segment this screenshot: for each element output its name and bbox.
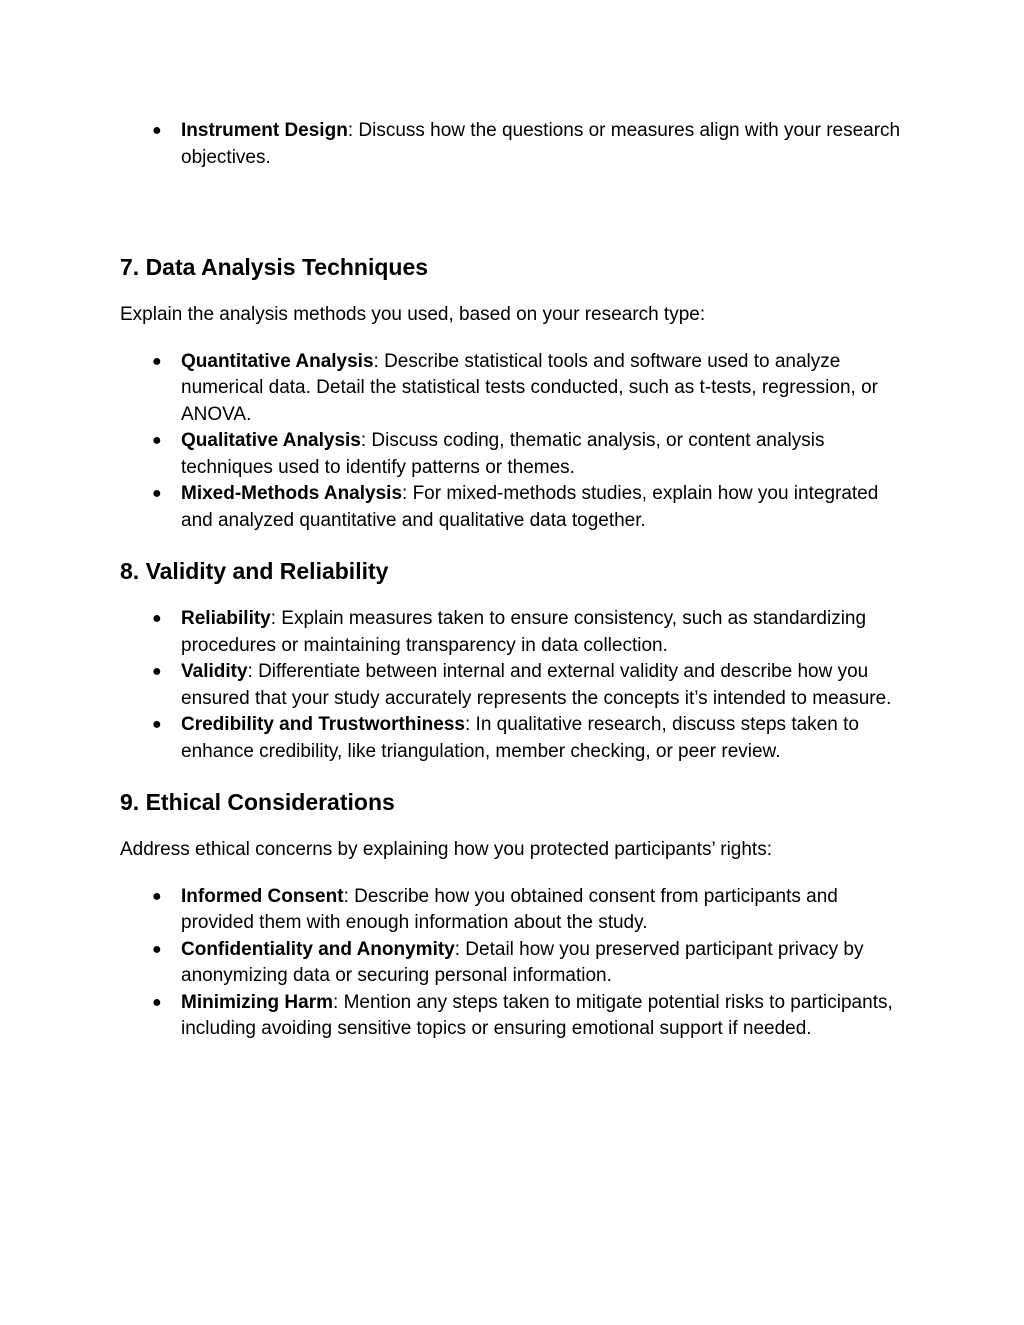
bullet-list [120,349,910,535]
section-data-analysis [120,252,910,534]
bullet-icon: ● [152,485,162,502]
bullet-icon: ● [152,887,162,905]
section-heading: 7. Data Analysis Techniques [120,254,429,280]
section-intro: Explain the analysis methods you used, based on your research type: [120,304,706,325]
section-ethical-considerations [120,787,910,1043]
bullet-list [120,606,910,765]
item-term: Confidentiality and Anonymity [181,938,455,960]
list-item [120,659,910,712]
bullet-icon: ● [152,940,162,958]
item-text: : Discuss coding, thematic analysis, or content analysis techniques used to identify patterns or themes. [181,430,825,478]
list-item [120,118,910,171]
item-term: Minimizing Harm [181,991,334,1013]
item-term: Mixed-Methods Analysis [181,483,403,504]
bullet-icon: ● [152,716,162,733]
bullet-icon: ● [152,993,162,1011]
item-text: : Differentiate between internal and external validity and describe how you ensured that your study accurately represents the concepts it’s intended to measure. [181,661,892,709]
list-item [120,606,910,659]
item-term: Informed Consent [181,885,344,907]
list-item [120,712,910,765]
item-text: : Describe statistical tools and software used to analyze numerical data. Detail the statistical tests conducted, such as t-tests, regression, or ANOVA. [181,350,878,425]
list-item [120,990,910,1043]
item-term: Validity [181,661,248,682]
bullet-icon: ● [152,663,162,680]
top-bullet-list [120,118,910,171]
section-validity-reliability [120,556,910,765]
item-text: : In qualitative research, discuss steps taken to enhance credibility, like triangulation, member checking, or peer review. [181,714,859,762]
item-text: : For mixed-methods studies, explain how you integrated and analyzed quantitative and qualitative data together. [181,483,879,531]
section-intro: Address ethical concerns by explaining how you protected participants’ rights: [120,839,772,860]
bullet-icon: ● [152,352,162,370]
item-term: Quantitative Analysis [181,350,374,372]
section-heading: 8. Validity and Reliability [120,558,389,584]
bullet-icon: ● [152,432,162,449]
item-text: : Mention any steps taken to mitigate potential risks to participants, including avoiding sensitive topics or ensuring emotional support if needed. [181,991,893,1039]
item-term: Qualitative Analysis [181,430,361,451]
item-term: Reliability [181,608,271,629]
item-text: : Explain measures taken to ensure consistency, such as standardizing procedures or maintaining transparency in data collection. [181,608,867,656]
list-item [120,937,910,990]
document-content [120,118,910,1043]
item-term: Instrument Design [181,120,348,141]
list-item [120,481,910,534]
list-item [120,349,910,429]
bullet-icon: ● [152,610,162,627]
bullet-icon: ● [152,122,162,139]
list-item [120,884,910,937]
item-text: : Detail how you preserved participant privacy by anonymizing data or securing personal information. [181,938,864,986]
section-heading: 9. Ethical Considerations [120,789,395,815]
bullet-list [120,884,910,1043]
item-text: : Discuss how the questions or measures align with your research objectives. [181,120,901,168]
item-term: Credibility and Trustworthiness [181,714,465,735]
item-text: : Describe how you obtained consent from participants and provided them with enough information about the study. [181,885,838,933]
list-item [120,428,910,481]
